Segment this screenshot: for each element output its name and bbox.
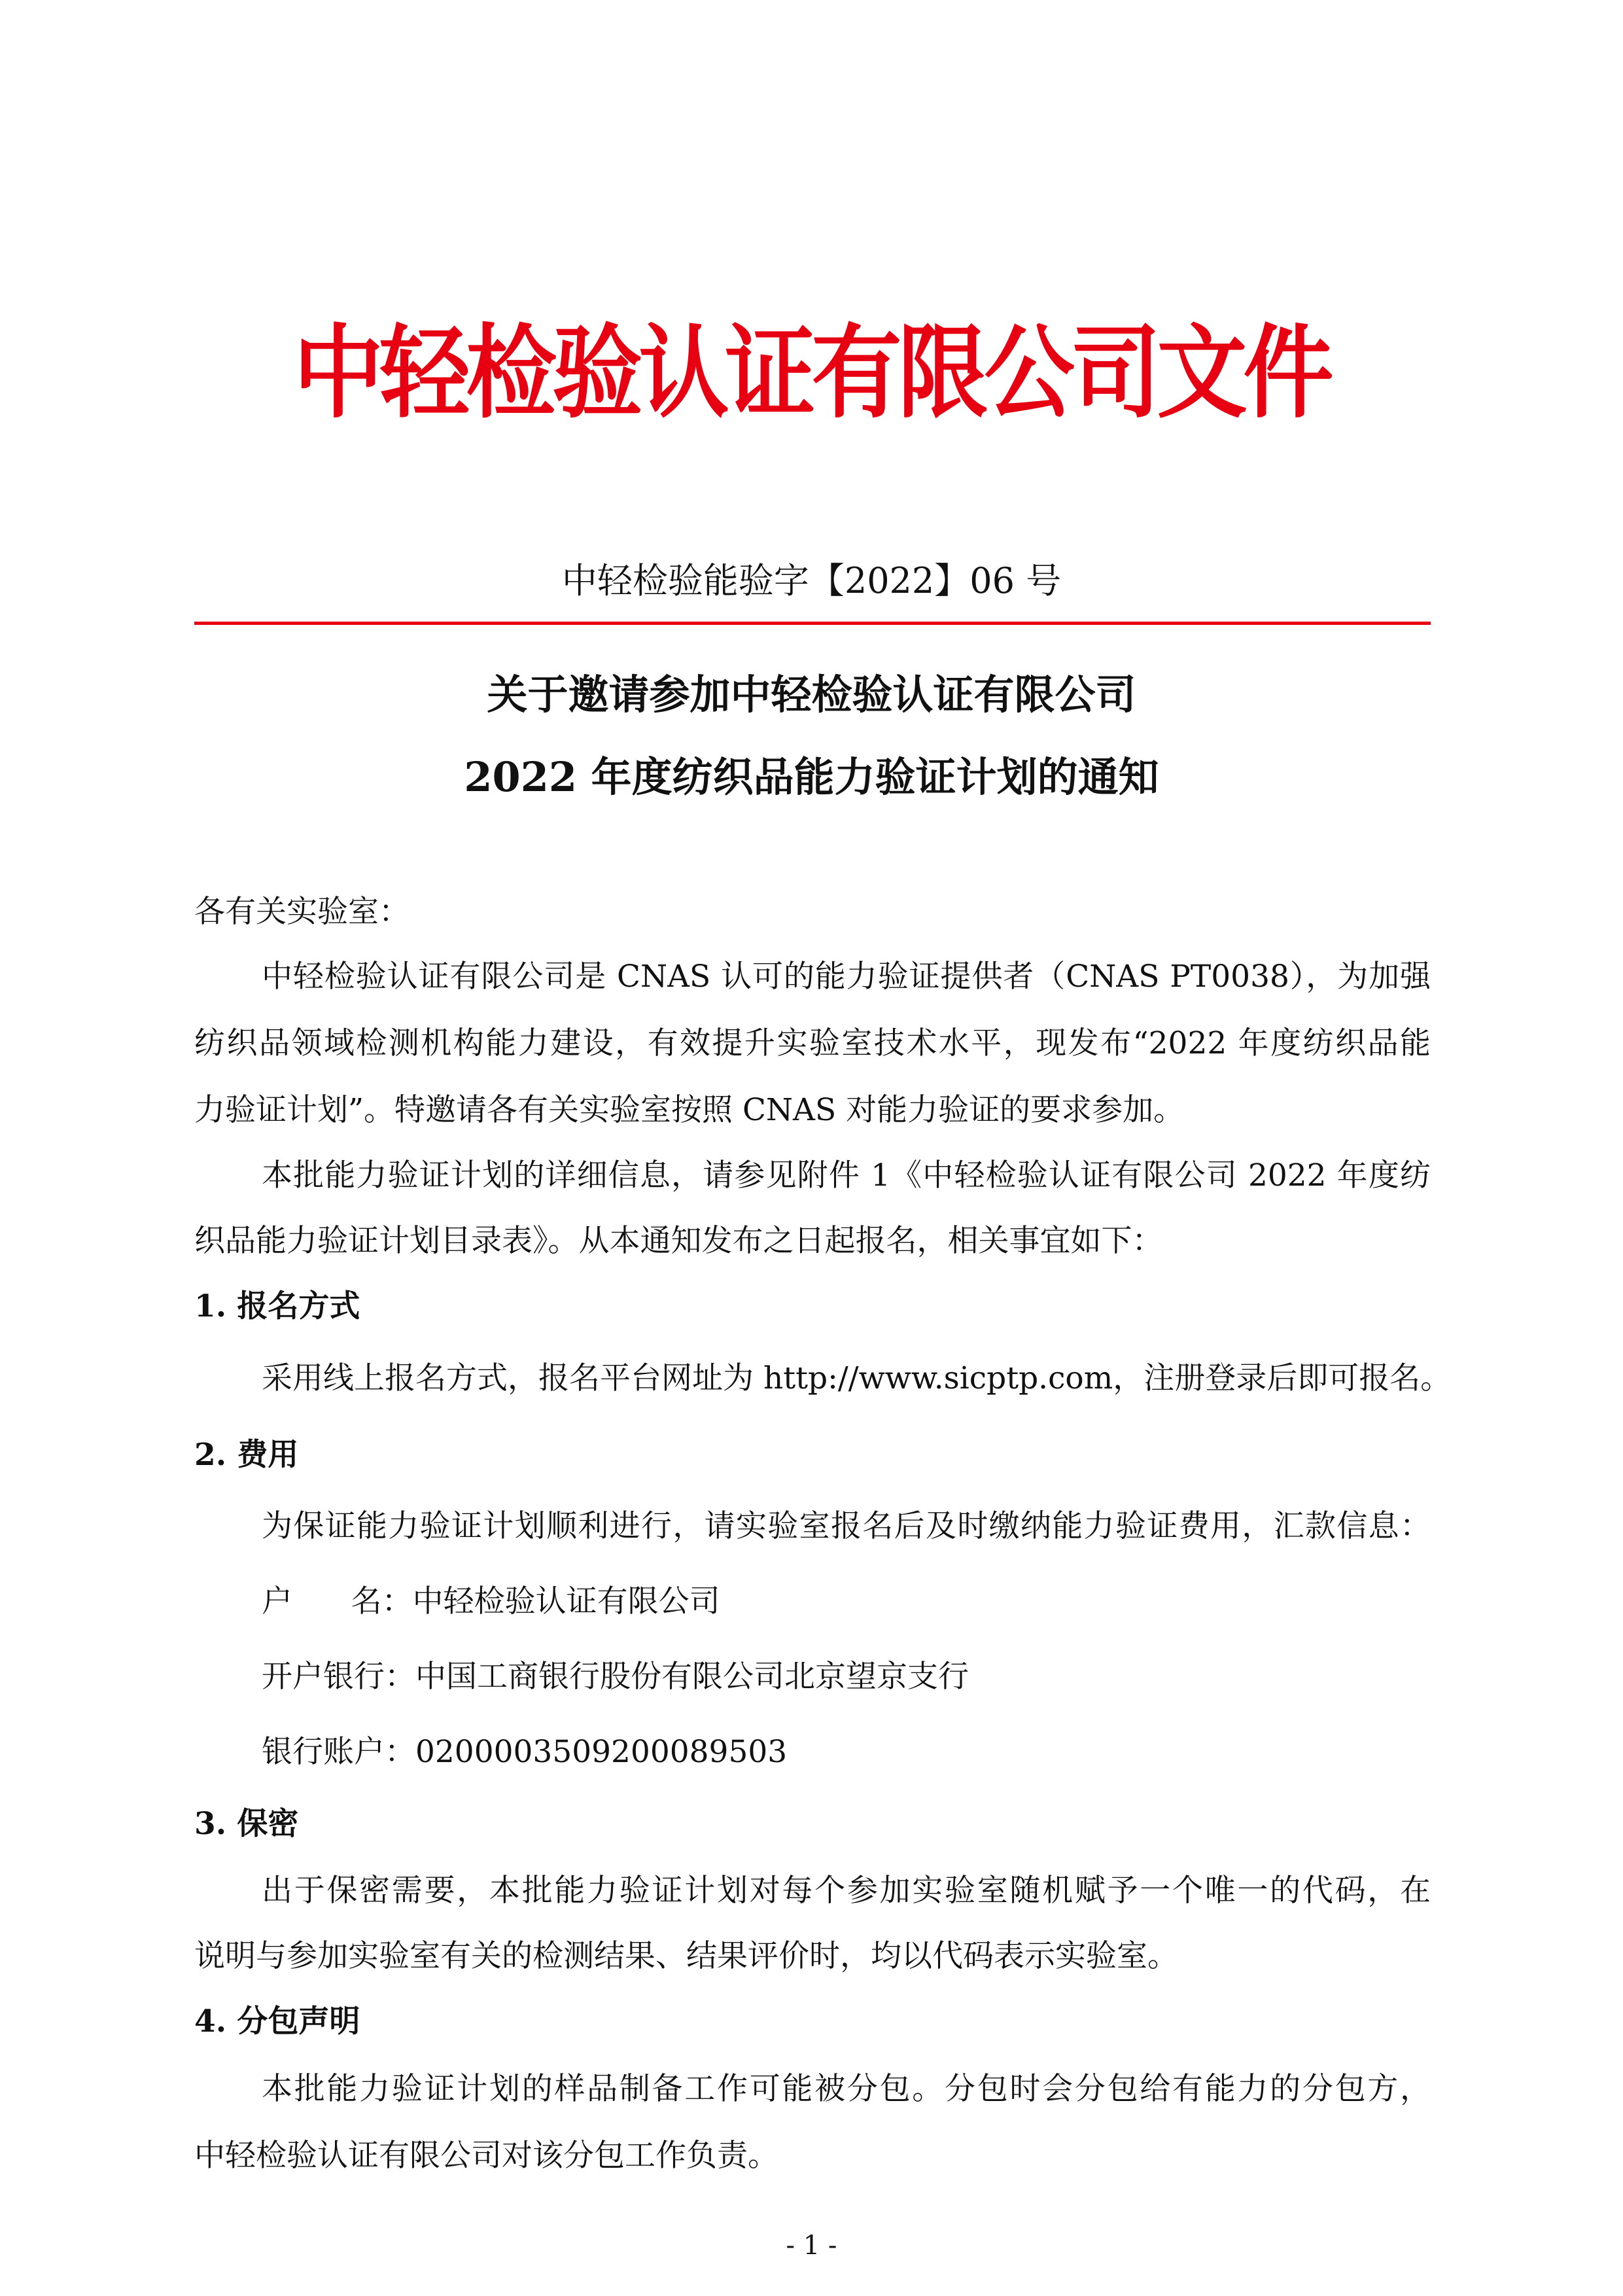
- paragraph-2-line-1: 本批能力验证计划的详细信息，请参见附件 1《中轻检验认证有限公司 2022 年度纺: [262, 1157, 1431, 1193]
- red-divider-line: [194, 622, 1431, 625]
- notice-title-line-1: 关于邀请参加中轻检验认证有限公司: [487, 671, 1136, 718]
- section-4-text-line-1: 本批能力验证计划的样品制备工作可能被分包。分包时会分包给有能力的分包方，: [262, 2071, 1431, 2107]
- page-number: - 1 -: [786, 2231, 837, 2261]
- paragraph-1-line-2: 纺织品领域检测机构能力建设，有效提升实验室技术水平，现发布“2022 年度纺织品能: [194, 1025, 1431, 1061]
- section-2-heading: 2. 费用: [194, 1437, 299, 1473]
- section-1-text: 采用线上报名方式，报名平台网址为 http://www.sicptp.com，注册登录后即可报名。: [262, 1360, 1452, 1396]
- paragraph-1-line-1: 中轻检验认证有限公司是 CNAS 认可的能力验证提供者（CNAS PT0038），为加强: [262, 959, 1431, 995]
- section-2-account-number: 银行账户：0200003509200089503: [262, 1734, 788, 1770]
- document-number: 中轻检验能验字【2022】06 号: [561, 560, 1062, 601]
- section-3-text-line-1: 出于保密需要，本批能力验证计划对每个参加实验室随机赋予一个唯一的代码，在: [262, 1873, 1431, 1909]
- section-1-heading: 1. 报名方式: [194, 1288, 360, 1324]
- section-4-text-line-2: 中轻检验认证有限公司对该分包工作负责。: [194, 2138, 778, 2174]
- paragraph-2-line-2: 织品能力验证计划目录表》。从本通知发布之日起报名，相关事宜如下：: [194, 1223, 1163, 1259]
- section-2-text: 为保证能力验证计划顺利进行，请实验室报名后及时缴纳能力验证费用，汇款信息：: [262, 1508, 1431, 1544]
- section-2-account-name: 户 名：中轻检验认证有限公司: [262, 1583, 720, 1619]
- paragraph-1-line-3: 力验证计划”。特邀请各有关实验室按照 CNAS 对能力验证的要求参加。: [194, 1092, 1185, 1128]
- notice-title-line-2: 2022 年度纺织品能力验证计划的通知: [464, 753, 1159, 801]
- red-header-title: 中轻检验认证有限公司文件: [293, 314, 1330, 433]
- section-4-heading: 4. 分包声明: [194, 2004, 360, 2040]
- section-2-bank: 开户银行：中国工商银行股份有限公司北京望京支行: [262, 1659, 969, 1695]
- section-3-heading: 3. 保密: [194, 1806, 299, 1842]
- section-3-text-line-2: 说明与参加实验室有关的检测结果、结果评价时，均以代码表示实验室。: [194, 1938, 1178, 1974]
- salutation: 各有关实验室：: [194, 894, 410, 930]
